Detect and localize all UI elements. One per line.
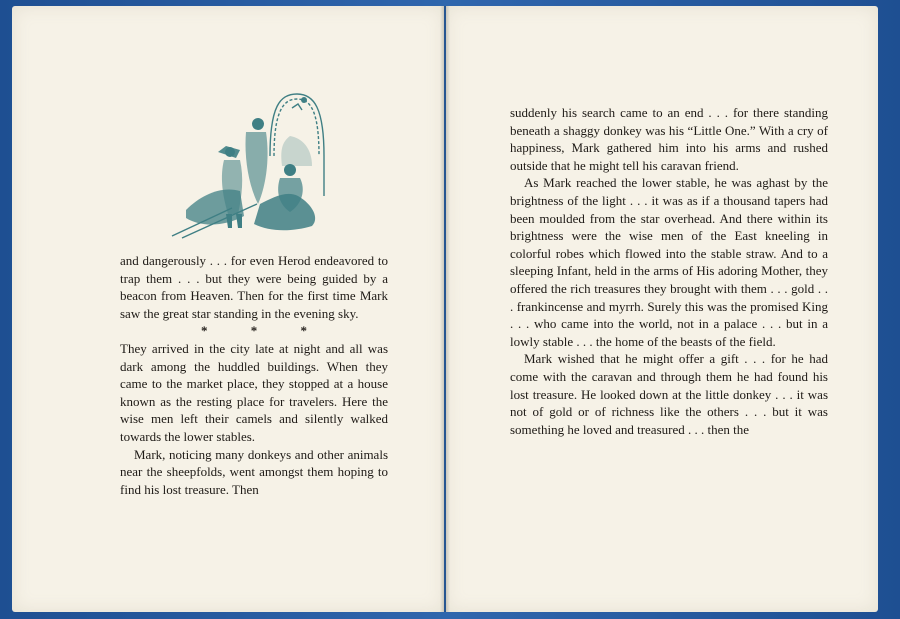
paragraph: Mark wished that he might offer a gift . . . for he had come with the caravan and through them he had found his lost treasure. He looked down at the little donkey . . . it was not of gold or of richness like the others . . . but it was something he loved and treasured . . . then the <box>510 351 828 437</box>
nativity-illustration <box>162 86 342 241</box>
paragraph: and dangerously . . . for even Herod endeavored to trap them . . . but they were being guided by a beacon from Heaven. Then for the first time Mark saw the great star standing in the evening sky. <box>120 253 388 321</box>
book-gutter <box>440 6 450 612</box>
paragraph: Mark, noticing many donkeys and other animals near the sheepfolds, went amongst them hoping to find his lost treasure. Then <box>120 446 388 497</box>
section-separator: * * * <box>201 323 327 339</box>
right-page <box>446 6 878 612</box>
paragraph: As Mark reached the lower stable, he was aghast by the brightness of the light . . . it was as if a thousand tapers had been moulded from the star overhead. And there within its brightness were the wise men of the East kneeling in colorful robes which flowed into the stable straw. And to a sleeping Infant, held in the arms of His adoring Mother, they offered the rich treasures they brought with them . . . gold . . . frankincense and myrrh. Surely this was the promised King . . . who came into the world, not in a palace . . . but in a lowly stable . . . the home of the beasts of the field. <box>510 175 828 349</box>
left-page <box>12 6 444 612</box>
right-page-text <box>510 104 828 438</box>
paragraph: They arrived in the city late at night and all was dark among the huddled buildings. When they came to the market place, they stopped at a house known as the resting place for travelers. Here the wise men left their camels and silently walked towards the lower stables. <box>120 340 388 444</box>
left-page-text <box>120 252 388 498</box>
paragraph: suddenly his search came to an end . . . for there standing beneath a shaggy donkey was his “Little One.” With a cry of happiness, Mark gathered him into his arms and rushed outside that he might tell his caravan friend. <box>510 105 828 173</box>
